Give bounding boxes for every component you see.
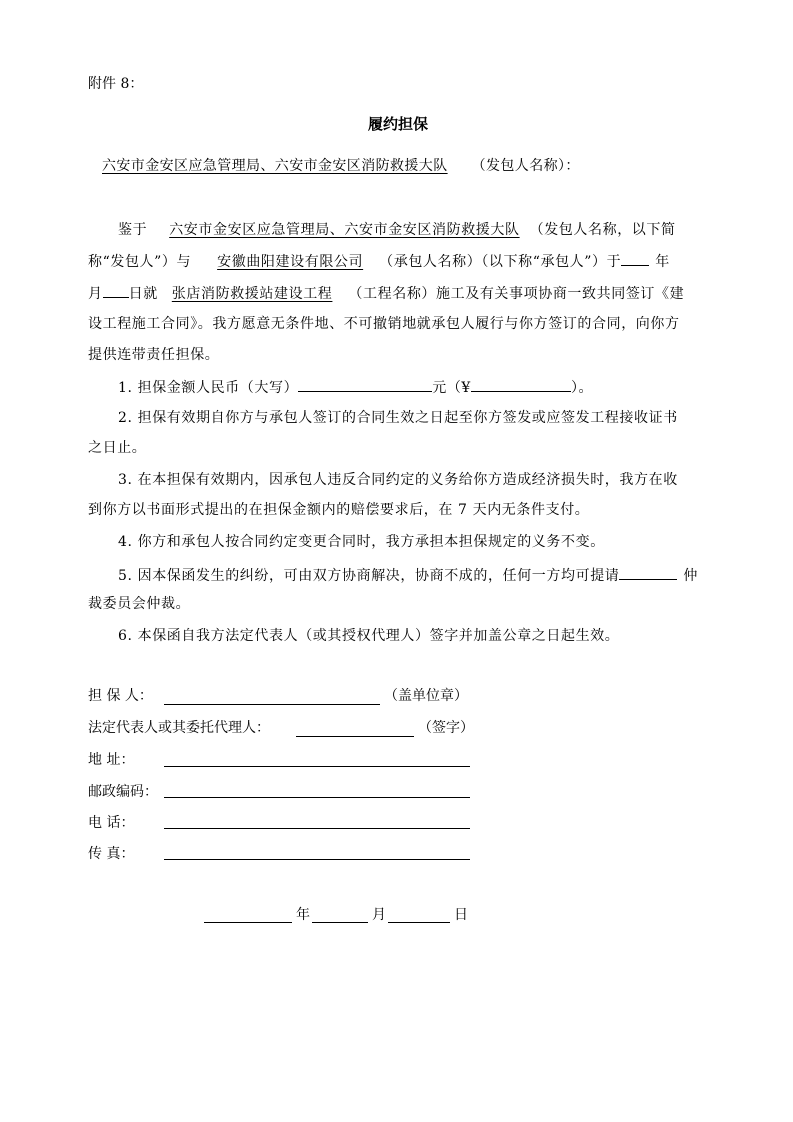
- month-blank: [103, 283, 129, 298]
- fax-line: [164, 859, 470, 860]
- item-6: 6. 本保函自我方法定代表人（或其授权代理人）签字并加盖公章之日起生效。: [118, 628, 620, 644]
- intro-text: 日就: [128, 286, 158, 302]
- date-month-label: 月: [372, 907, 386, 923]
- item-5-line-1: [118, 565, 698, 585]
- intro-line-2: [88, 251, 670, 271]
- amount-words-blank: [298, 377, 432, 392]
- address-line: [164, 766, 470, 767]
- item-text: 5. 因本保函发生的纠纷，可由双方协商解决，协商不成的，任何一方均可提请: [118, 568, 620, 584]
- address-label: 地 址：: [88, 752, 135, 768]
- fax-label: 传 真：: [88, 846, 135, 862]
- postcode-line: [164, 797, 470, 798]
- date-day-line: [388, 922, 450, 923]
- intro-text: 月: [88, 286, 103, 302]
- amount-figure-blank: [471, 377, 571, 392]
- date-year-line: [204, 922, 292, 923]
- intro-line-5: 提供连带责任担保。: [88, 347, 220, 363]
- date-year-label: 年: [296, 907, 310, 923]
- intro-line-1: [118, 221, 676, 239]
- item-1: [118, 377, 593, 397]
- intro-line-4: 设工程施工合同》。我方愿意无条件地、不可撤销地就承包人履行与你方签订的合同，向你方: [88, 316, 680, 332]
- item-text: 仲: [683, 568, 699, 584]
- employer-name: 六安市金安区应急管理局、六安市金安区消防救援大队: [169, 222, 520, 238]
- addressee-suffix: （发包人名称）：: [471, 158, 580, 174]
- guarantor-note: （盖单位章）: [384, 688, 468, 704]
- guarantor-signature-line: [164, 704, 380, 705]
- item-2-line-1: 2. 担保有效期自你方与承包人签订的合同生效之日起至你方签发或应签发工程接收证书: [118, 410, 678, 426]
- addressee-name: 六安市金安区应急管理局、六安市金安区消防救援大队: [102, 158, 448, 174]
- item-4: 4. 你方和承包人按合同约定变更合同时，我方承担本担保规定的义务不变。: [118, 534, 605, 550]
- item-text: 元（¥: [432, 380, 471, 396]
- date-day-label: 日: [454, 907, 468, 923]
- document-title: 履约担保: [368, 115, 429, 133]
- phone-label: 电 话：: [88, 815, 135, 831]
- intro-text: （承包人名称）（以下称“承包人”）于: [379, 254, 622, 270]
- item-3-line-2: 到你方以书面形式提出的在担保金额内的赔偿要求后，在 7 天内无条件支付。: [88, 502, 590, 518]
- arbitration-blank: [619, 565, 677, 580]
- addressee-line: [88, 157, 580, 175]
- item-5-line-2: 裁委员会仲裁。: [88, 596, 191, 612]
- intro-line-3: [88, 283, 684, 303]
- intro-text: （工程名称）施工及有关事项协商一致共同签订《建: [348, 286, 685, 302]
- item-text: ）。: [570, 380, 594, 396]
- phone-line: [164, 828, 470, 829]
- intro-text: 鉴于: [118, 222, 148, 238]
- item-text: 1. 担保金额人民币（大写）: [118, 380, 299, 396]
- item-2-line-2: 之日止。: [88, 440, 147, 456]
- date-month-line: [312, 922, 368, 923]
- postcode-label: 邮政编码：: [88, 784, 158, 800]
- guarantor-label: 担 保 人：: [88, 688, 153, 704]
- attachment-label: 附件 8：: [88, 76, 144, 92]
- year-blank: [621, 251, 649, 266]
- representative-note: （签字）: [418, 720, 474, 736]
- intro-text: 称“发包人”）与: [88, 254, 192, 270]
- item-3-line-1: 3. 在本担保有效期内，因承包人违反合同约定的义务给你方造成经济损失时，我方在收: [118, 472, 678, 488]
- representative-signature-line: [296, 736, 414, 737]
- intro-text: 年: [655, 254, 670, 270]
- representative-label: 法定代表人或其委托代理人：: [88, 720, 270, 736]
- contractor-name: 安徽曲阳建设有限公司: [217, 254, 364, 270]
- intro-text: （发包人名称，以下简: [529, 222, 676, 238]
- project-name: 张店消防救援站建设工程: [171, 286, 333, 302]
